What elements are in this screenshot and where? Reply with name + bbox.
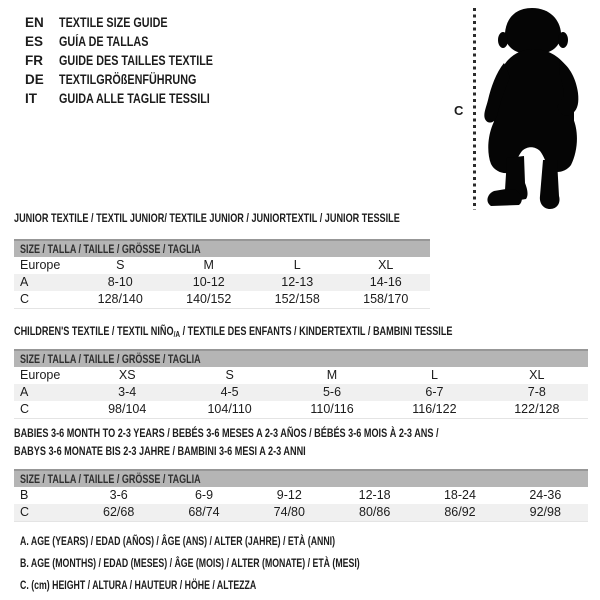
height-measure-figure [452,6,598,216]
language-label: GUIDA ALLE TAGLIE TESSILI [59,91,210,106]
table-cell: 140/152 [186,292,232,306]
language-code: DE [25,72,44,87]
children-size-table [14,349,588,419]
junior-size-table [14,239,430,309]
table-cell: 12-13 [281,275,314,289]
table-cell: L [293,258,301,272]
table-cell: 9-12 [276,488,302,502]
children-table-title [14,324,591,339]
table-row-age [14,274,430,291]
language-label: GUÍA DE TALLAS [59,34,149,49]
children-table-header: SIZE / TALLA / TAILLE / GRÖSSE / TAGLIA [14,349,588,367]
table-row-height [14,291,430,308]
table-cell: S [225,368,234,382]
row-label: A [20,275,29,289]
table-row-europe [14,367,588,384]
language-row-it [25,89,252,108]
table-cell: 24-36 [529,488,562,502]
babies-size-table [14,469,588,522]
title-subscript: /A [173,329,181,339]
table-cell: XS [118,368,136,382]
table-cell: 98/104 [108,402,147,416]
table-cell: 6-9 [194,488,214,502]
table-cell: 104/110 [207,402,252,416]
row-label: C [20,505,30,519]
language-code: ES [25,34,44,49]
row-label: Europe [20,368,61,382]
footnote-b: B. AGE (MONTHS) / EDAD (MESES) / ÂGE (MOIS) / ALTER (MONATE) / ETÀ (MESI) [20,556,360,570]
row-label: C [20,402,30,416]
height-dotted-line [473,8,476,210]
language-row-de [25,70,252,89]
table-cell: 14-16 [369,275,402,289]
table-cell: L [430,368,438,382]
language-code: FR [25,53,43,68]
title-text: / TEXTILE DES ENFANTS / KINDERTEXTIL / BAMBINI TESSILE [180,324,453,338]
table-cell: 7-8 [527,385,546,399]
language-code: IT [25,91,37,106]
table-row-height [14,401,588,418]
table-cell: 10-12 [192,275,225,289]
toddler-silhouette-icon [483,6,596,211]
row-label: B [20,488,29,502]
measure-c-label: C [454,103,464,118]
row-label: Europe [20,258,61,272]
footnote-a: A. AGE (YEARS) / EDAD (AÑOS) / ÂGE (ANS) / ALTER (JAHRE) / ETÀ (ANNI) [20,534,336,548]
table-row-europe [14,257,430,274]
table-cell: 116/122 [412,402,457,416]
row-label: C [20,292,30,306]
table-row-age-months [14,487,588,504]
table-cell: 3-6 [109,488,128,502]
language-list [25,13,252,108]
language-row-fr [25,51,252,70]
table-cell: 8-10 [107,275,133,289]
language-label: TEXTILGRÖßENFÜHRUNG [59,72,197,87]
table-cell: 128/140 [97,292,143,306]
language-label: GUIDE DES TAILLES TEXTILE [59,53,214,68]
table-cell: 62/68 [103,505,135,519]
language-label: TEXTILE SIZE GUIDE [59,15,168,30]
table-cell: 74/80 [273,505,305,519]
language-row-en [25,13,252,32]
table-cell: 4-5 [220,385,239,399]
babies-table-title-line1: BABIES 3-6 MONTH TO 2-3 YEARS / BEBÉS 3-6 MESES A 2-3 AÑOS / BÉBÉS 3-6 MOIS À 2-3 ANS / [14,426,439,440]
table-cell: 12-18 [358,488,391,502]
table-cell: 92/98 [529,505,561,519]
table-cell: 158/170 [363,292,409,306]
table-cell: 6-7 [425,385,444,399]
table-cell: 5-6 [322,385,342,399]
table-row-height [14,504,588,521]
junior-table-title: JUNIOR TEXTILE / TEXTIL JUNIOR/ TEXTILE JUNIOR / JUNIORTEXTIL / JUNIOR TESSILE [14,211,400,225]
table-cell: XL [378,258,394,272]
babies-table-header: SIZE / TALLA / TAILLE / GRÖSSE / TAGLIA [14,469,588,487]
table-cell: 18-24 [443,488,476,502]
legend-footnotes [20,534,485,600]
table-cell: XL [529,368,545,382]
row-label: A [20,385,29,399]
junior-table-header: SIZE / TALLA / TAILLE / GRÖSSE / TAGLIA [14,239,430,257]
table-cell: 3-4 [118,385,137,399]
footnote-c: C. (cm) HEIGHT / ALTURA / HAUTEUR / HÖHE / ALTEZZA [20,578,257,592]
table-cell: 110/116 [310,402,354,416]
table-cell: 80/86 [359,505,391,519]
table-cell: M [326,368,338,382]
language-row-es [25,32,252,51]
table-cell: 68/74 [188,505,220,519]
table-cell: M [203,258,214,272]
title-text: CHILDREN'S TEXTILE / TEXTIL NIÑO [14,324,174,338]
language-code: EN [25,15,44,30]
table-cell: S [116,258,125,272]
babies-table-title-line2: BABYS 3-6 MONATE BIS 2-3 JAHRE / BAMBINI 3-6 MESI A 2-3 ANNI [14,444,306,458]
table-cell: 122/128 [514,402,560,416]
table-cell: 86/92 [444,505,476,519]
table-row-age [14,384,588,401]
table-cell: 152/158 [274,292,320,306]
